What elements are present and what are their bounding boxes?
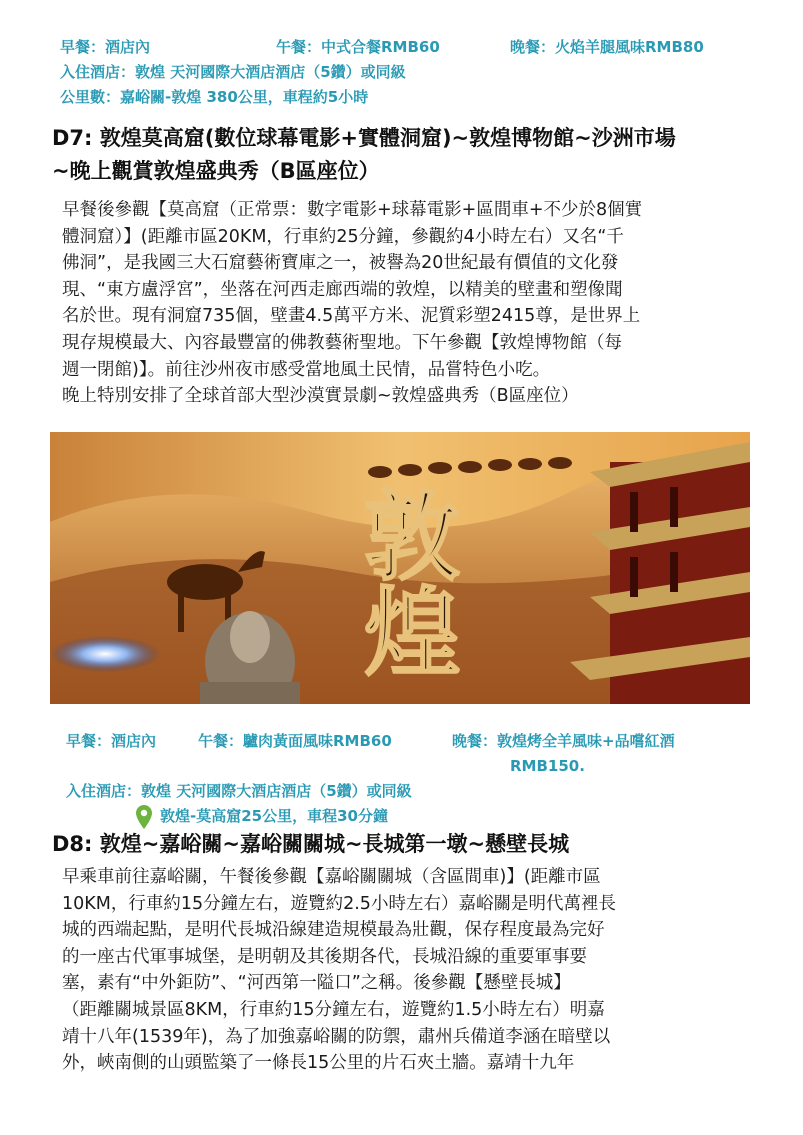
d7-body-line: 週一閉館)】。前往沙州夜市感受當地風土民情，品嘗特色小吃。 xyxy=(62,359,551,380)
d7-body-line: 佛洞”，是我國三大石窟藝術寶庫之一，被譽為20世紀最有價值的文化發 xyxy=(62,253,619,274)
d7-dinner: 晚餐：敦煌烤全羊風味+品嚐紅酒 xyxy=(452,732,675,750)
d6-dinner: 晚餐：火焰羊腿風味RMB80 xyxy=(510,38,704,56)
d6-lunch: 午餐：中式合餐RMB60 xyxy=(276,38,440,56)
d6-hotel: 入住酒店：敦煌 天河國際大酒店酒店（5鑽）或同級 xyxy=(60,63,406,81)
d7-breakfast: 早餐：酒店內 xyxy=(66,732,157,750)
d7-dinner-cont: RMB150. xyxy=(510,757,585,775)
map-pin-icon xyxy=(136,805,152,829)
light-glow xyxy=(50,636,160,672)
d7-hotel: 入住酒店：敦煌 天河國際大酒店酒店（5鑽）或同級 xyxy=(66,782,412,800)
d8-body-line: 城的西端起點，是明代長城沿線建造規模最為壯觀，保存程度最為完好 xyxy=(62,920,605,941)
d7-body-line: 晚上特別安排了全球首部大型沙漠實景劇~敦煌盛典秀（B區座位） xyxy=(62,386,579,407)
d7-body-line: 現、“東方盧浮宮”，坐落在河西走廊西端的敦煌，以精美的壁畫和塑像聞 xyxy=(62,279,623,300)
d8-body-line: 外，峽南側的山頭監築了一條長15公里的片石夾土牆。嘉靖十九年 xyxy=(62,1053,575,1074)
d7-body-line: 體洞窟）】(距離市區20KM，行車約25分鐘，參觀約4小時左右）又名“千 xyxy=(62,226,624,247)
d8-body xyxy=(62,864,752,1077)
d7-body-line: 早餐後參觀【莫高窟（正常票：數字電影+球幕電影+區間車+不少於8個實 xyxy=(62,200,643,220)
d8-body-line: 塞，素有“中外鉅防”、“河西第一隘口”之稱。後參觀【懸壁長城】 xyxy=(62,973,571,994)
d7-body xyxy=(62,197,752,410)
d7-title-line2: ~晚上觀賞敦煌盛典秀（B區座位） xyxy=(52,159,380,183)
d8-body-line: 10KM，行車約15分鐘左右，遊覽約2.5小時左右）嘉峪關是明代萬裡長 xyxy=(62,893,616,914)
dunhuang-banner-image xyxy=(50,432,750,704)
d7-lunch: 午餐：驢肉黃面風味RMB60 xyxy=(198,732,392,750)
banner-title-text: 敦煌 xyxy=(348,486,462,678)
d7-distance: 敦煌-莫高窟25公里，車程30分鐘 xyxy=(160,807,388,825)
d7-title-line1: D7: 敦煌莫高窟(數位球幕電影+實體洞窟)~敦煌博物館~沙洲市場 xyxy=(52,126,676,150)
d8-body-line: 早乘車前往嘉峪關，午餐後參觀【嘉峪關關城（含區間車)】(距離市區 xyxy=(62,867,601,887)
d6-distance: 公里數：嘉峪關-敦煌 380公里，車程約5小時 xyxy=(60,88,369,106)
d8-title: D8: 敦煌~嘉峪關~嘉峪關關城~長城第一墩~懸壁長城 xyxy=(52,832,570,856)
d8-body-line: 的一座古代軍事城堡，是明朝及其後期各代，長城沿線的重要軍事要 xyxy=(62,946,587,967)
d6-breakfast: 早餐：酒店內 xyxy=(60,38,151,56)
dunhuang-banner-art xyxy=(50,432,750,704)
d7-body-line: 名於世。現有洞窟735個，壁畫4.5萬平方米、泥質彩塑2415尊，是世界上 xyxy=(62,306,641,327)
d7-body-line: 現存規模最大、內容最豐富的佛教藝術聖地。下午參觀【敦煌博物館（每 xyxy=(62,332,622,353)
d8-body-line: （距離關城景區8KM，行車約15分鐘左右，遊覽約1.5小時左右）明嘉 xyxy=(62,999,605,1020)
d8-body-line: 靖十八年(1539年)，為了加強嘉峪關的防禦，肅州兵備道李涵在暗壁以 xyxy=(62,1026,611,1047)
